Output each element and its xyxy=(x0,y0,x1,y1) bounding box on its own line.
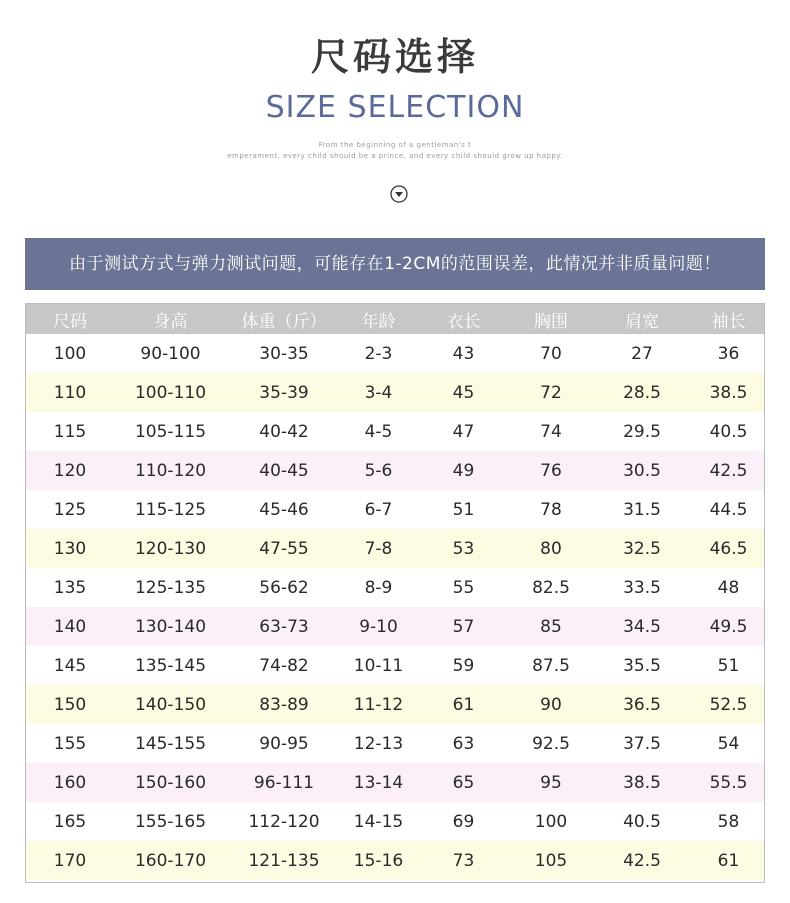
table-cell: 145 xyxy=(53,655,87,676)
table-cell: 63-73 xyxy=(259,616,309,637)
table-cell: 7-8 xyxy=(364,538,393,559)
table-cell: 35-39 xyxy=(259,382,309,403)
table-header-row xyxy=(26,304,764,334)
table-cell: 125-135 xyxy=(134,577,207,598)
table-cell: 100 xyxy=(53,343,87,364)
table-cell: 31.5 xyxy=(623,499,661,520)
table-cell: 73 xyxy=(452,850,475,871)
table-row xyxy=(26,685,764,724)
header-weight: 体重（斤） xyxy=(241,311,327,332)
table-cell: 170 xyxy=(53,850,87,871)
table-row xyxy=(26,607,764,646)
table-cell: 83-89 xyxy=(259,694,309,715)
table-cell: 43 xyxy=(452,343,475,364)
table-cell: 6-7 xyxy=(364,499,393,520)
table-cell: 112-120 xyxy=(248,811,320,832)
table-cell: 40-45 xyxy=(259,460,309,481)
table-cell: 82.5 xyxy=(532,577,570,598)
table-cell: 13-14 xyxy=(353,772,404,793)
table-cell: 115 xyxy=(53,421,87,442)
table-cell: 110-120 xyxy=(134,460,207,481)
table-cell: 53 xyxy=(452,538,475,559)
table-cell: 135 xyxy=(53,577,87,598)
table-cell: 51 xyxy=(452,499,475,520)
table-row xyxy=(26,490,764,529)
table-cell: 61 xyxy=(717,850,740,871)
table-cell: 37.5 xyxy=(623,733,661,754)
header-shoulder: 肩宽 xyxy=(625,311,659,332)
table-cell: 140-150 xyxy=(134,694,207,715)
table-cell: 30-35 xyxy=(259,343,309,364)
table-row xyxy=(26,373,764,412)
table-cell: 33.5 xyxy=(623,577,661,598)
table-cell: 14-15 xyxy=(353,811,404,832)
table-body xyxy=(26,334,764,880)
table-cell: 92.5 xyxy=(532,733,570,754)
table-cell: 120 xyxy=(53,460,87,481)
table-cell: 48 xyxy=(717,577,740,598)
subtitle-line-2: emperament, every child should be a prince, and every child should grow up happy. xyxy=(227,152,563,160)
table-cell: 9-10 xyxy=(359,616,398,637)
table-cell: 96-111 xyxy=(253,772,315,793)
table-cell: 121-135 xyxy=(248,850,320,871)
table-cell: 42.5 xyxy=(709,460,748,481)
header-height: 身高 xyxy=(153,311,188,332)
table-cell: 38.5 xyxy=(623,772,661,793)
notice-banner: 由于测试方式与弹力测试问题，可能存在1-2CM的范围误差，此情况并非质量问题！ xyxy=(25,238,765,290)
table-cell: 165 xyxy=(53,811,87,832)
table-cell: 63 xyxy=(452,733,475,754)
table-cell: 36 xyxy=(717,343,740,364)
table-cell: 120-130 xyxy=(134,538,207,559)
table-cell: 3-4 xyxy=(364,382,393,403)
table-cell: 34.5 xyxy=(623,616,661,637)
table-cell: 59 xyxy=(452,655,475,676)
table-cell: 135-145 xyxy=(134,655,207,676)
table-cell: 36.5 xyxy=(623,694,661,715)
header-age: 年龄 xyxy=(361,311,396,332)
table-cell: 80 xyxy=(540,538,562,559)
table-cell: 105-115 xyxy=(134,421,207,442)
table-cell: 40.5 xyxy=(623,811,661,832)
table-cell: 74 xyxy=(540,421,562,442)
table-cell: 130 xyxy=(53,538,87,559)
table-cell: 150 xyxy=(53,694,87,715)
table-cell: 110 xyxy=(53,382,87,403)
table-cell: 52.5 xyxy=(709,694,748,715)
table-cell: 76 xyxy=(540,460,562,481)
table-cell: 115-125 xyxy=(134,499,207,520)
size-table xyxy=(25,303,765,883)
table-cell: 58 xyxy=(717,811,740,832)
table-row xyxy=(26,724,764,763)
table-cell: 74-82 xyxy=(259,655,309,676)
table-cell: 87.5 xyxy=(532,655,570,676)
table-cell: 55.5 xyxy=(709,772,748,793)
header-length: 衣长 xyxy=(446,311,481,332)
table-cell: 69 xyxy=(452,811,475,832)
page-title: 尺码选择 xyxy=(310,35,479,79)
header-sleeve: 袖长 xyxy=(711,311,746,332)
table-cell: 155 xyxy=(53,733,87,754)
table-cell: 5-6 xyxy=(364,460,393,481)
table-cell: 2-3 xyxy=(364,343,393,364)
table-cell: 130-140 xyxy=(134,616,207,637)
table-cell: 27 xyxy=(631,343,653,364)
table-cell: 160 xyxy=(53,772,87,793)
table-cell: 45-46 xyxy=(259,499,309,520)
table-cell: 85 xyxy=(540,616,562,637)
table-cell: 10-11 xyxy=(353,655,404,676)
table-cell: 90 xyxy=(540,694,562,715)
table-cell: 56-62 xyxy=(259,577,309,598)
table-cell: 150-160 xyxy=(134,772,207,793)
table-cell: 29.5 xyxy=(623,421,661,442)
table-row xyxy=(26,763,764,802)
table-cell: 46.5 xyxy=(709,538,748,559)
table-cell: 100-110 xyxy=(134,382,207,403)
table-cell: 140 xyxy=(53,616,87,637)
table-row xyxy=(26,646,764,685)
table-cell: 65 xyxy=(452,772,475,793)
table-cell: 49.5 xyxy=(709,616,748,637)
table-cell: 57 xyxy=(452,616,475,637)
table-cell: 38.5 xyxy=(709,382,748,403)
table-cell: 49 xyxy=(452,460,475,481)
table-cell: 40.5 xyxy=(709,421,748,442)
table-cell: 105 xyxy=(534,850,568,871)
table-cell: 78 xyxy=(540,499,562,520)
table-cell: 90-95 xyxy=(259,733,309,754)
table-cell: 55 xyxy=(452,577,475,598)
table-row xyxy=(26,451,764,490)
table-cell: 47-55 xyxy=(259,538,309,559)
header-chest: 胸围 xyxy=(534,311,568,332)
table-row xyxy=(26,334,764,373)
table-cell: 32.5 xyxy=(623,538,661,559)
table-row xyxy=(26,568,764,607)
table-cell: 11-12 xyxy=(353,694,404,715)
table-cell: 15-16 xyxy=(353,850,404,871)
header-size: 尺码 xyxy=(53,311,87,332)
table-cell: 125 xyxy=(53,499,87,520)
table-cell: 8-9 xyxy=(364,577,393,598)
table-cell: 35.5 xyxy=(623,655,661,676)
table-row xyxy=(26,412,764,451)
table-cell: 54 xyxy=(717,733,740,754)
table-cell: 95 xyxy=(540,772,562,793)
table-cell: 100 xyxy=(534,811,568,832)
table-cell: 12-13 xyxy=(353,733,404,754)
table-cell: 47 xyxy=(452,421,475,442)
table-cell: 42.5 xyxy=(623,850,661,871)
subtitle-line-1: From the beginning of a gentleman's t xyxy=(318,141,472,149)
table-cell: 61 xyxy=(452,694,475,715)
table-cell: 160-170 xyxy=(134,850,207,871)
table-cell: 72 xyxy=(540,382,562,403)
table-cell: 45 xyxy=(452,382,475,403)
table-cell: 70 xyxy=(540,343,562,364)
table-cell: 155-165 xyxy=(134,811,207,832)
chevron-down-circle-icon xyxy=(390,185,408,203)
table-cell: 145-155 xyxy=(134,733,207,754)
table-row xyxy=(26,841,764,880)
table-row xyxy=(26,529,764,568)
table-row xyxy=(26,802,764,841)
page-title-en: SIZE SELECTION xyxy=(265,90,525,125)
table-cell: 30.5 xyxy=(623,460,661,481)
table-cell: 4-5 xyxy=(364,421,393,442)
table-cell: 44.5 xyxy=(709,499,748,520)
table-cell: 40-42 xyxy=(259,421,309,442)
table-cell: 90-100 xyxy=(140,343,201,364)
table-cell: 51 xyxy=(717,655,740,676)
table-cell: 28.5 xyxy=(623,382,661,403)
